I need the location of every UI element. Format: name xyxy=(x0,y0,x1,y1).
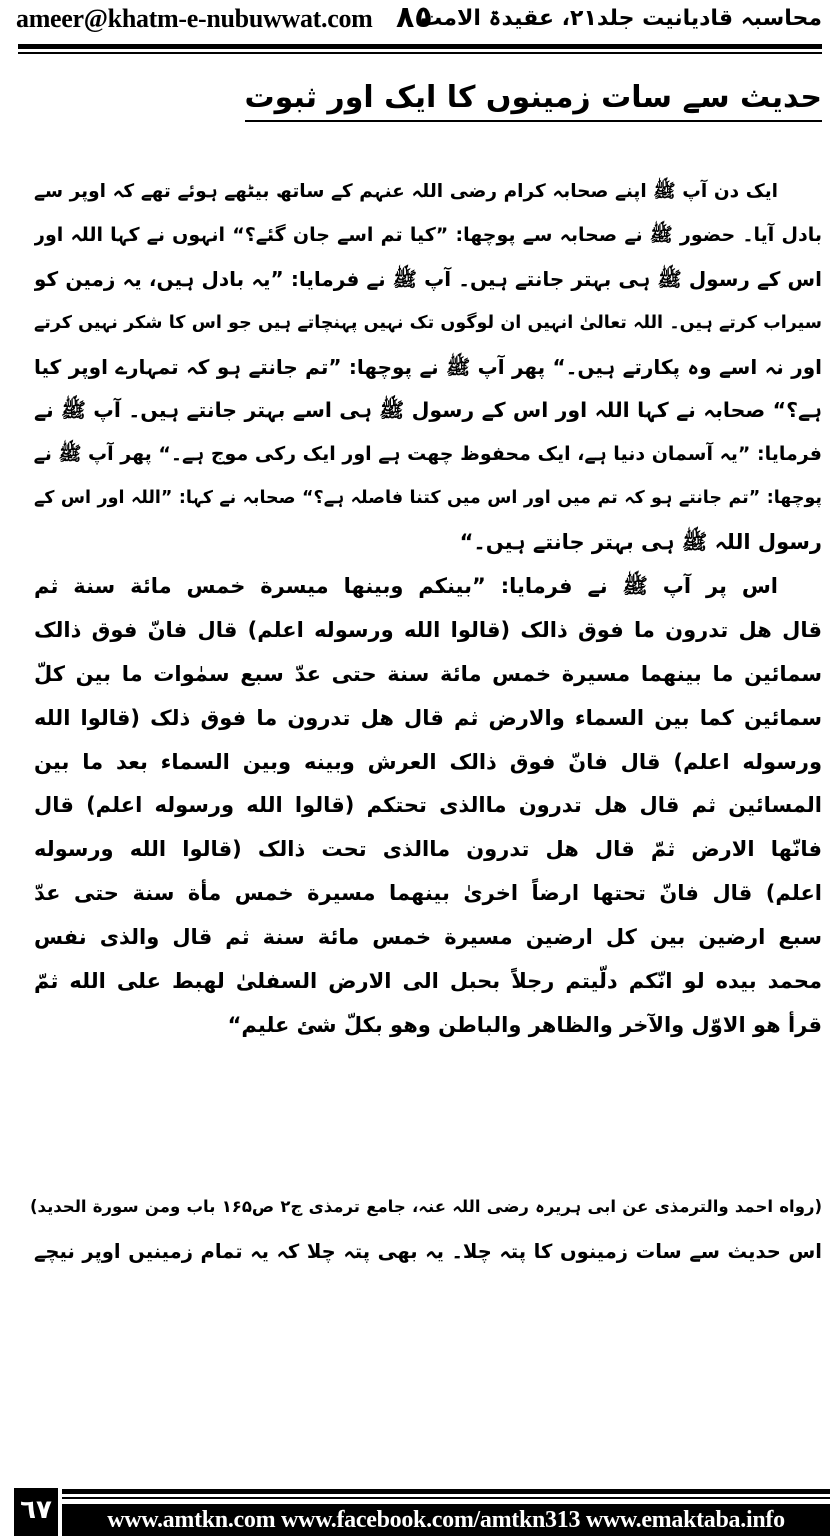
footer-page-number: ٦٧ xyxy=(14,1488,58,1536)
footer-rule xyxy=(62,1489,830,1494)
text-line: رسول اللہ ﷺ ہی بہتر جانتے ہیں۔“ xyxy=(459,530,822,555)
header-rule-thin xyxy=(18,52,822,54)
section-title: حدیث سے سات زمینوں کا ایک اور ثبوت xyxy=(245,78,822,122)
header-book-title: محاسبہ قادیانیت جلد۲۱، عقیدۃ الامت xyxy=(420,6,822,31)
arabic-line: قال هل تدرون ما فوق ذالک (قالوا الله ورسوله اعلم) قال فانّ فوق ذالک xyxy=(34,617,822,642)
text-line: ہے؟“ صحابہ نے کہا اللہ اور اس کے رسول ﷺ ہی اسے بہتر جانتے ہیں۔ آپ ﷺ نے xyxy=(34,398,822,423)
arabic-line: محمد بيده لو انّكم دلّيتم رجلاً بحبل الى الارض السفلىٰ لهبط على الله ثمّ xyxy=(34,969,822,994)
header-email: ameer@khatm-e-nubuwwat.com xyxy=(16,4,373,33)
body-text xyxy=(34,170,822,1048)
arabic-line: فانّها الارض ثمّ قال هل تدرون ماالذى تحت ذالک (قالوا الله ورسوله xyxy=(34,837,822,862)
text-line: اور نہ اسے وہ پکارتے ہیں۔“ پھر آپ ﷺ نے پوچھا: ”تم جانتے ہو کہ تمہارے اوپر کیا xyxy=(34,354,822,379)
text-line: ایک دن آپ ﷺ اپنے صحابہ کرام رضی اللہ عنہم کے ساتھ بیٹھے ہوئے تھے کہ اوپر سے xyxy=(34,181,778,202)
header-page-number: ٨٥ xyxy=(396,0,433,35)
text-line: فرمایا: ”یہ آسمان دنیا ہے، ایک محفوظ چھت ہے اور ایک رکی موج ہے۔“ پھر آپ ﷺ نے xyxy=(34,443,822,466)
final-line: اس حدیث سے سات زمینوں کا پتہ چلا۔ یہ بھی پتہ چلا کہ یہ تمام زمینیں اوپر نیچے xyxy=(34,1240,822,1263)
footer-rule-thin xyxy=(62,1497,830,1499)
text-line: اس پر آپ ﷺ نے فرمایا: ”بینکم وبینها میسرة خمس مائة سنة ثم xyxy=(34,574,778,599)
text-line: پوچھا: ”تم جانتے ہو کہ تم میں اور اس میں کتنا فاصلہ ہے؟“ صحابہ نے کہا: ”اللہ اور اس کے xyxy=(34,488,822,509)
arabic-line: سمائين كما بين السماء والارض ثم قال هل تدرون ما فوق ذلک (قالوا الله xyxy=(34,705,822,730)
text-line: سیراب کرتے ہیں۔ اللہ تعالیٰ انہیں ان لوگوں تک نہیں پہنچاتے ہیں جو اس کا شکر نہیں کرتے xyxy=(34,312,822,333)
citation: (رواه احمد والترمذی عن ابی ہریرہ رضی اللہ عنہ، جامع ترمذی ج۲ ص۱۶۵ باب ومن سورة الحديد) xyxy=(30,1197,822,1216)
arabic-line: اعلم) قال فانّ تحتها ارضاً اخرىٰ بينهما مسيرة خمس مأة سنة حتى عدّ xyxy=(34,881,822,906)
arabic-line: سمائين ما بينهما مسيرة خمس مائة سنة حتى عدّ سبع سمٰوات ما بين كلّ xyxy=(34,661,822,686)
arabic-line: قرأ هو الاوّل والآخر والظاهر والباطن وهو بكلّ شئ عليم“ xyxy=(227,1012,822,1037)
header-rule xyxy=(18,44,822,49)
text-line: اس کے رسول ﷺ ہی بہتر جانتے ہیں۔ آپ ﷺ نے فرمایا: ”یہ بادل ہیں، یہ زمین کو xyxy=(34,266,822,291)
text-line: بادل آیا۔ حضور ﷺ نے صحابہ سے پوچھا: ”کیا تم اسے جان گئے؟“ انہوں نے کہا اللہ اور xyxy=(34,223,822,246)
arabic-line: ورسوله اعلم) قال فانّ فوق ذالک العرش وبينه وبين السماء بعد ما بين xyxy=(34,749,822,774)
arabic-line: سبع ارضين بين كل ارضين مسيرة خمس مائة سنة ثم قال والذى نفس xyxy=(34,925,822,950)
footer-links: www.amtkn.com www.facebook.com/amtkn313 www.emaktaba.info xyxy=(62,1504,830,1536)
arabic-line: المسائين ثم قال هل تدرون ماالذى تحتكم (قالوا الله ورسوله اعلم) قال xyxy=(34,793,822,818)
